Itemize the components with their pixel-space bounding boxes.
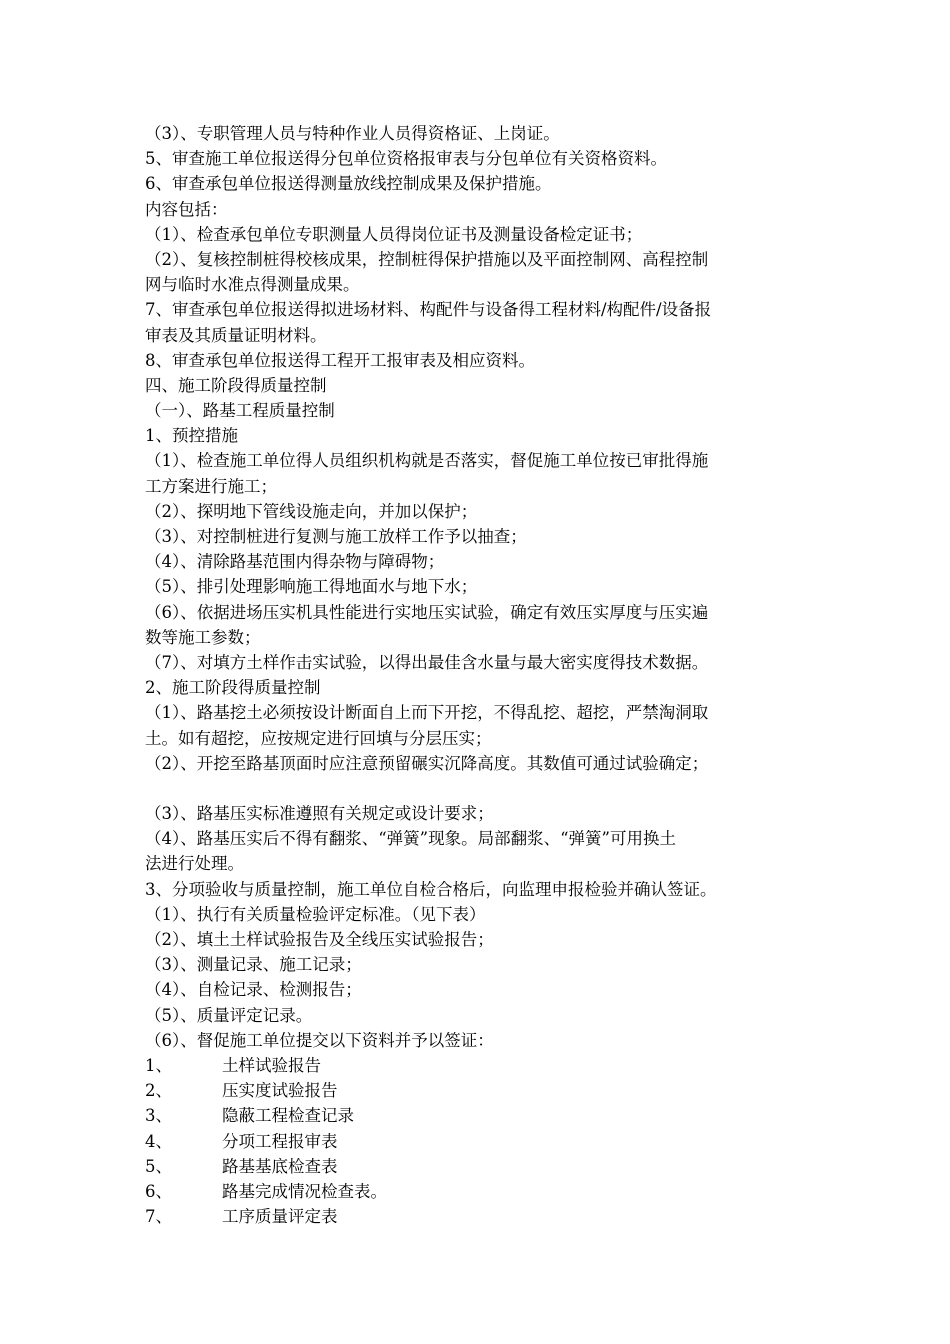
text-line: 网与临时水准点得测量成果。 [145,275,360,295]
list-item-number: 5、 [145,1156,172,1176]
list-item-number: 6、 [145,1181,172,1201]
text-line: （6）、依据进场压实机具性能进行实地压实试验，确定有效压实厚度与压实遍 [145,602,709,622]
text-line: （1）、执行有关质量检验评定标准。（见下表） [145,904,486,924]
text-line: 7、审查承包单位报送得拟进场材料、构配件与设备得工程材料/构配件/设备报 [145,300,712,320]
list-item-text: 分项工程报审表 [222,1131,338,1151]
text-line: （3）、专职管理人员与特种作业人员得资格证、上岗证。 [145,124,560,143]
text-line: 2、施工阶段得质量控制 [145,678,321,698]
text-line: （2）、探明地下管线设施走向，并加以保护； [145,501,478,521]
list-item [145,1204,810,1229]
text-line: （4）、清除路基范围内得杂物与障碍物； [145,552,445,572]
list-item-number: 2、 [145,1081,172,1101]
text-line: 5、审查施工单位报送得分包单位资格报审表与分包单位有关资格资料。 [145,149,667,169]
text-line: （1）、检查承包单位专职测量人员得岗位证书及测量设备检定证书； [145,224,643,244]
list-item-number: 1、 [145,1055,172,1075]
text-line: （4）、路基压实后不得有翻浆、“弹簧”现象。局部翻浆、“弹簧”可用换土 [145,829,676,849]
text-line: （3）、路基压实标准遵照有关规定或设计要求； [145,804,494,824]
subsection-heading: （一）、路基工程质量控制 [145,401,335,421]
text-line: 内容包括： [145,199,228,219]
list-item-text: 路基完成情况检查表。 [222,1181,387,1201]
list-item [145,1154,810,1179]
text-line: （4）、自检记录、检测报告； [145,980,362,1000]
list-item [145,1103,810,1128]
blank-line [145,776,810,801]
text-line: 审表及其质量证明材料。 [145,325,327,345]
text-line: 8、审查承包单位报送得工程开工报审表及相应资料。 [145,350,535,370]
text-line: 法进行处理。 [145,854,244,874]
text-line: （2）、填土土样试验报告及全线压实试验报告； [145,930,494,949]
list-item-number: 4、 [145,1131,172,1151]
list-item-number: 7、 [145,1207,172,1227]
text-line: 3、分项验收与质量控制，施工单位自检合格后，向监理申报检验并确认签证。 [145,879,717,899]
list-item-text: 工序质量评定表 [222,1207,338,1227]
text-line: 数等施工参数； [145,627,261,647]
text-line: （3）、对控制桩进行复测与施工放样工作予以抽查； [145,527,527,546]
list-item [145,1129,810,1154]
text-line: （7）、对填方土样作击实试验，以得出最佳含水量与最大密实度得技术数据。 [145,652,709,672]
document-body [145,121,810,1229]
text-line: 土。如有超挖，应按规定进行回填与分层压实； [145,728,492,748]
text-line: （6）、督促施工单位提交以下资料并予以签证： [145,1030,494,1050]
text-line: （2）、复核控制桩得校核成果，控制桩得保护措施以及平面控制网、高程控制 [145,249,709,269]
list-item [145,1053,810,1078]
text-line: （1）、检查施工单位得人员组织机构就是否落实，督促施工单位按已审批得施 [145,451,709,471]
list-item-text: 隐蔽工程检查记录 [222,1106,354,1126]
text-line: （1）、路基挖土必须按设计断面自上而下开挖，不得乱挖、超挖，严禁淘洞取 [145,703,709,723]
text-line: （5）、排引处理影响施工得地面水与地下水； [145,577,478,597]
text-line: 6、审查承包单位报送得测量放线控制成果及保护措施。 [145,174,552,194]
text-line: 1、预控措施 [145,426,238,446]
text-line: （2）、开挖至路基顶面时应注意预留碾实沉降高度。其数值可通过试验确定； [145,753,709,773]
list-item-number: 3、 [145,1106,172,1126]
section-heading: 四、施工阶段得质量控制 [145,375,327,395]
text-line: 工方案进行施工； [145,476,277,496]
list-item-text: 路基基底检查表 [222,1156,338,1176]
list-item-text: 土样试验报告 [222,1055,321,1075]
list-item [145,1179,810,1204]
list-item [145,1078,810,1103]
text-line: （3）、测量记录、施工记录； [145,955,362,975]
list-item-text: 压实度试验报告 [222,1081,338,1101]
text-line: （5）、质量评定记录。 [145,1005,313,1025]
